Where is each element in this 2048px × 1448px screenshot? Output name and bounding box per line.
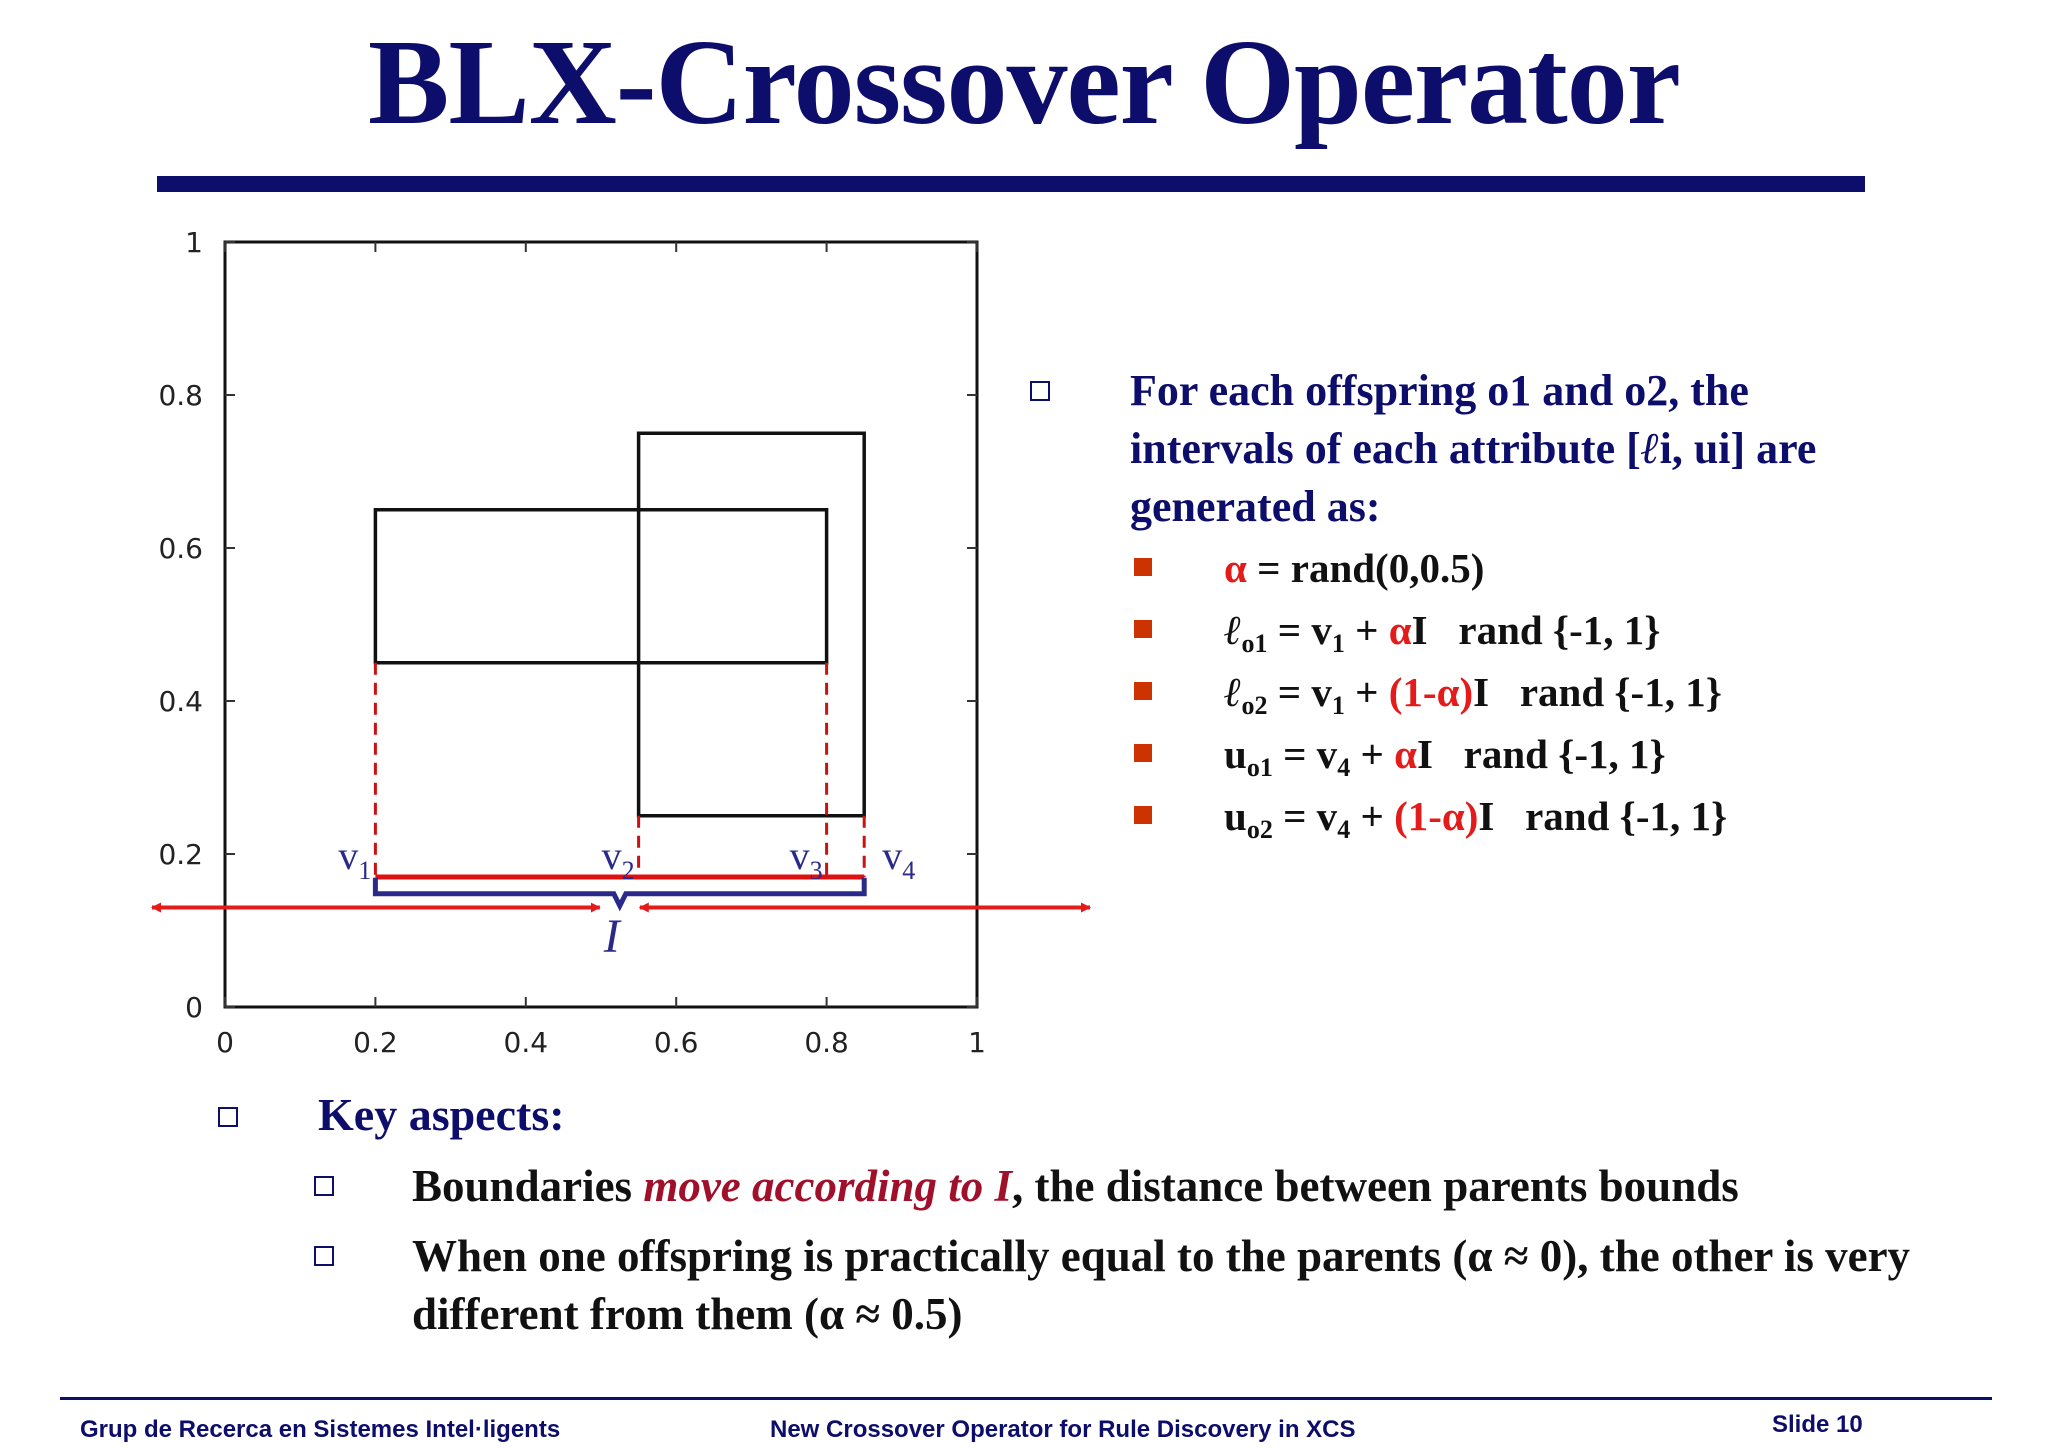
key-aspects-title: Key aspects:: [318, 1089, 565, 1140]
plot-axes: [158, 226, 985, 1059]
y-tick-label: 0.8: [158, 379, 203, 412]
interval-marks: [152, 833, 1090, 963]
y-tick-label: 0: [185, 991, 203, 1024]
interval-brace: [375, 878, 864, 906]
square-bullet-icon: [314, 1246, 334, 1266]
footer-group: Grup de Recerca en Sistemes Intel·ligents: [80, 1416, 561, 1443]
footer-talk-title: New Crossover Operator for Rule Discovery in XCS: [770, 1416, 1356, 1443]
slide-number: Slide 10: [1772, 1411, 1863, 1438]
x-tick-label: 0.2: [353, 1026, 398, 1059]
square-bullet-icon: [1030, 381, 1050, 401]
red-bullet-icon: [1134, 806, 1152, 824]
square-bullet-icon: [314, 1176, 334, 1196]
slide-title: BLX-Crossover Operator: [368, 15, 1680, 150]
x-tick-label: 1: [968, 1026, 986, 1059]
parent-rectangle-1: [375, 510, 826, 663]
interval-label: I: [603, 909, 620, 963]
red-bullet-icon: [1134, 744, 1152, 762]
y-tick-label: 1: [185, 226, 203, 259]
x-tick-label: 0: [216, 1026, 234, 1059]
y-tick-label: 0.2: [158, 838, 203, 871]
x-tick-label: 0.6: [653, 1026, 699, 1059]
red-bullet-icon: [1134, 558, 1152, 576]
parent-rectangle-2: [639, 433, 865, 816]
v-marker-label: $v_4$: [882, 832, 916, 885]
footer-divider: [60, 1397, 1992, 1400]
x-tick-label: 0.4: [503, 1026, 549, 1059]
title-underline: [157, 176, 1865, 192]
main-bullet-text: For each offspring o1 and o2, the intervals of each attribute [ℓi, ui] are generated as:: [1130, 366, 1817, 531]
v-marker-label: $v_1$: [338, 832, 372, 885]
v-marker-label: $v_2$: [601, 832, 635, 885]
red-bullet-icon: [1134, 682, 1152, 700]
x-tick-label: 0.8: [804, 1026, 849, 1059]
y-tick-label: 0.6: [158, 532, 203, 565]
parent-rectangles: [375, 433, 864, 816]
y-tick-label: 0.4: [158, 685, 203, 718]
red-bullet-icon: [1134, 620, 1152, 638]
blx-diagram: [130, 220, 1130, 1070]
v-marker-label: $v_3$: [789, 832, 823, 885]
square-bullet-icon: [218, 1107, 238, 1127]
